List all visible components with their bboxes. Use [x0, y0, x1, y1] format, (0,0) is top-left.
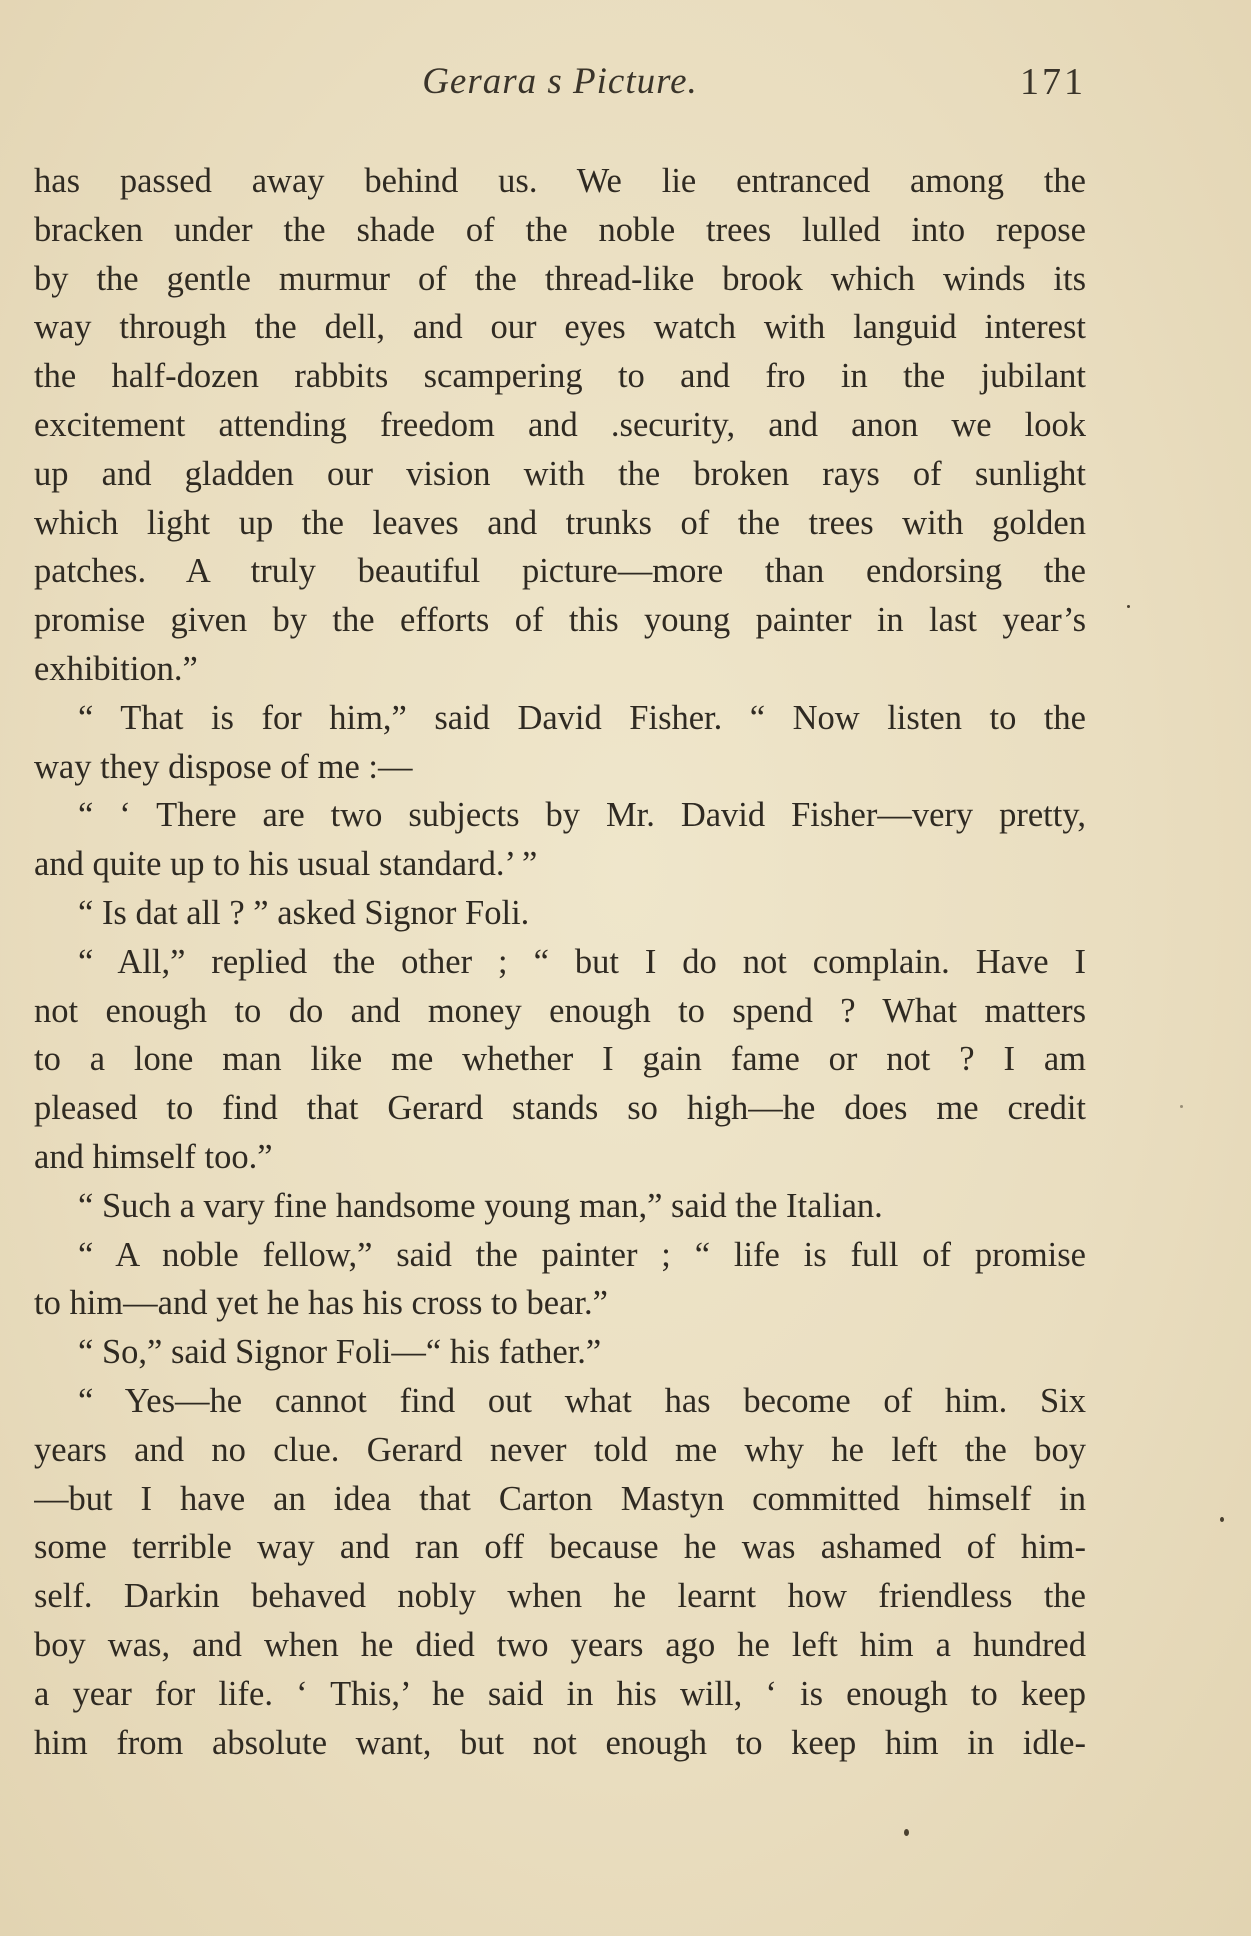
text-line: years and no clue. Gerard never told me why he left the boy	[34, 1430, 1086, 1469]
running-title: Gerara s Picture.	[422, 61, 698, 102]
ink-speck	[1127, 605, 1130, 608]
text-line: not enough to do and money enough to spend ? What matters	[34, 991, 1086, 1030]
text-line: bracken under the shade of the noble trees lulled into repose	[34, 210, 1086, 249]
text-line: “ Is dat all ? ” asked Signor Foli.	[78, 893, 530, 932]
ink-speck	[904, 1829, 909, 1836]
text-line: “ That is for him,” said David Fisher. “ Now listen to the	[78, 698, 1086, 737]
text-line: a year for life. ‘ This,’ he said in his will, ‘ is enough to keep	[34, 1674, 1086, 1713]
text-line: —but I have an idea that Carton Mastyn committed himself in	[34, 1479, 1086, 1518]
text-line: “ So,” said Signor Foli—“ his father.”	[78, 1333, 602, 1372]
text-line: up and gladden our vision with the broken rays of sunlight	[34, 454, 1086, 493]
text-line: “ A noble fellow,” said the painter ; “ life is full of promise	[78, 1235, 1086, 1274]
text-line: has passed away behind us. We lie entranced among the	[34, 162, 1086, 200]
text-line: “ ‘ There are two subjects by Mr. David Fisher—very pretty,	[78, 796, 1086, 835]
text-line: by the gentle murmur of the thread-like brook which winds its	[34, 259, 1086, 298]
text-line: “ All,” replied the other ; “ but I do not complain. Have I	[78, 942, 1086, 981]
ink-speck	[1180, 1105, 1183, 1108]
text-line: boy was, and when he died two years ago he left him a hundred	[34, 1625, 1086, 1664]
text-line: promise given by the efforts of this young painter in last year’s	[34, 601, 1086, 640]
text-line: patches. A truly beautiful picture—more than endorsing the	[34, 552, 1086, 591]
text-line: excitement attending freedom and .security, and anon we look	[34, 405, 1086, 444]
text-line: to a lone man like me whether I gain fame or not ? I am	[34, 1040, 1086, 1079]
text-line: some terrible way and ran off because he was ashamed of him-	[34, 1528, 1086, 1567]
text-line: and himself too.”	[34, 1137, 273, 1176]
text-line: the half-dozen rabbits scampering to and fro in the jubilant	[34, 357, 1086, 396]
text-line: to him—and yet he has his cross to bear.”	[34, 1284, 608, 1323]
text-line: “ Yes—he cannot find out what has become of him. Six	[78, 1381, 1086, 1420]
text-line: pleased to find that Gerard stands so high—he does me credit	[34, 1089, 1086, 1128]
text-line: and quite up to his usual standard.’ ”	[34, 845, 538, 884]
text-line: self. Darkin behaved nobly when he learnt how friendless the	[34, 1577, 1086, 1616]
page-number: 171	[1020, 61, 1086, 103]
text-line: way they dispose of me :—	[34, 747, 413, 786]
ink-speck	[1220, 1517, 1224, 1522]
text-line: which light up the leaves and trunks of the trees with golden	[34, 503, 1086, 542]
text-line: way through the dell, and our eyes watch with languid interest	[34, 308, 1086, 347]
running-head	[34, 60, 1086, 120]
body-text	[34, 157, 1086, 1767]
text-line: exhibition.”	[34, 649, 198, 688]
text-line: him from absolute want, but not enough to keep him in idle-	[34, 1723, 1086, 1762]
text-line: “ Such a vary fine handsome young man,” said the Italian.	[78, 1186, 883, 1225]
